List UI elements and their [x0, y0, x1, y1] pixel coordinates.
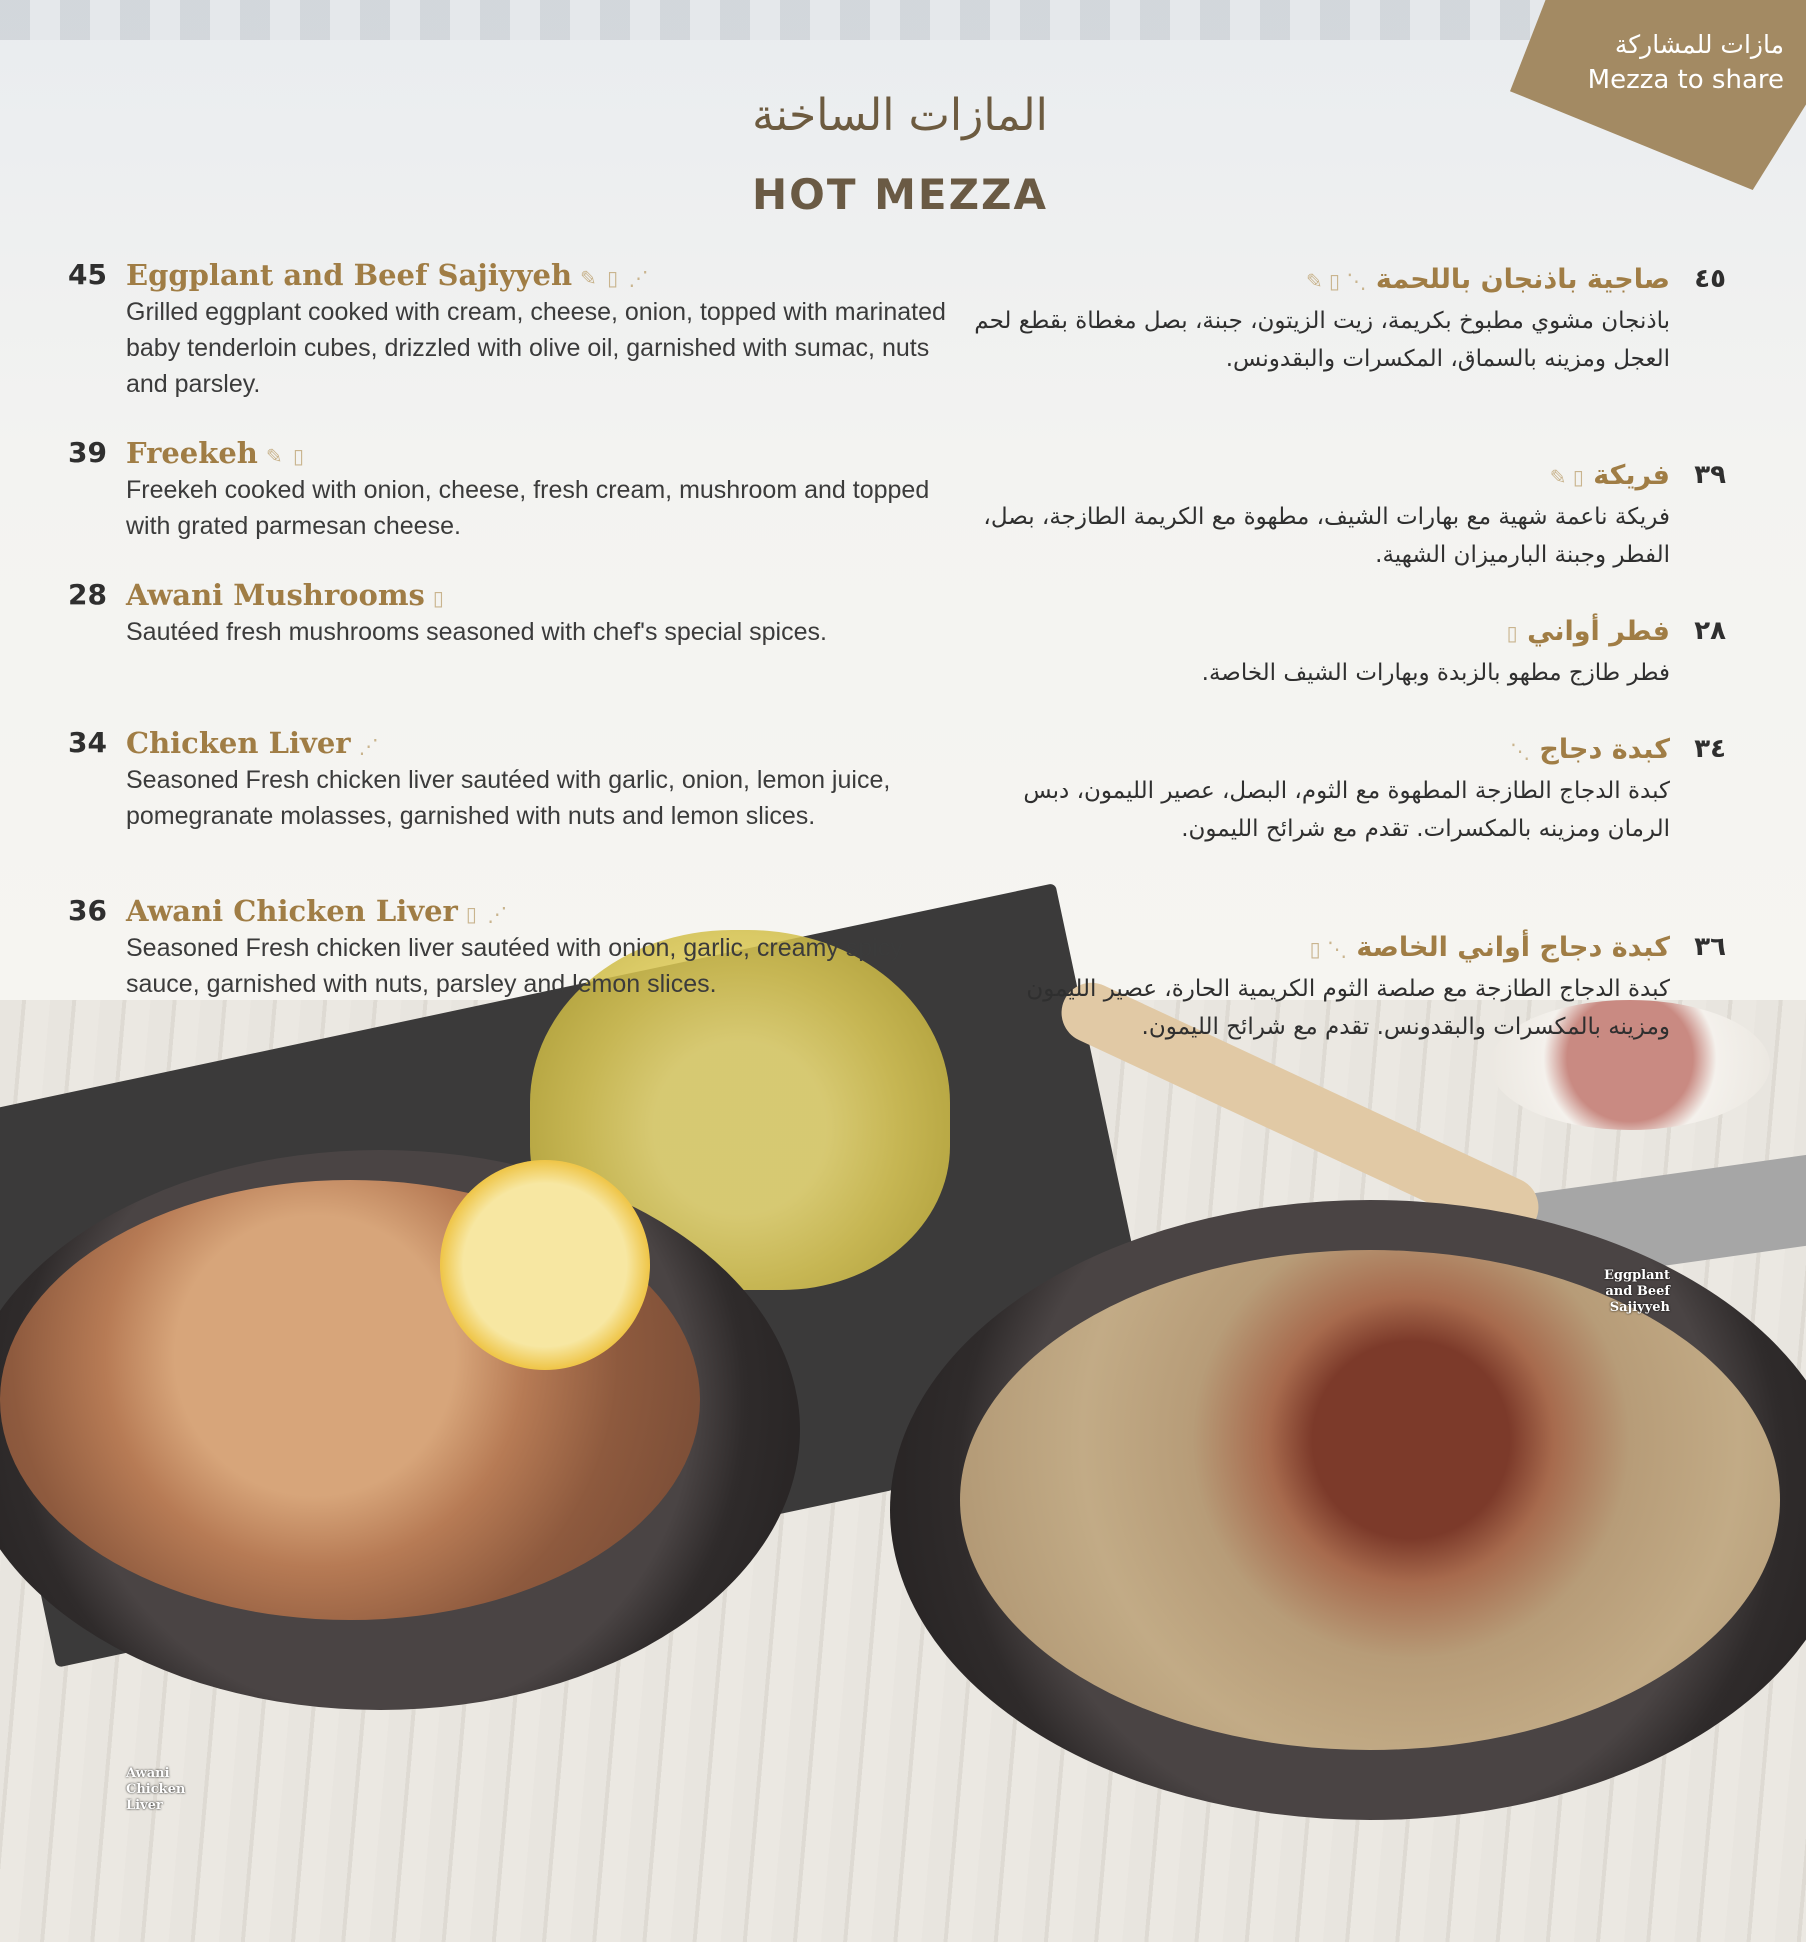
item-description: Grilled eggplant cooked with cream, cheese, onion, topped with marinated baby tenderloin cubes, drizzled with olive oil, garnished with sumac, nuts and parsley.	[126, 298, 946, 398]
badge-english: Mezza to share	[1587, 65, 1784, 95]
caption-eggplant-beef-sajiyyeh	[1590, 1268, 1670, 1316]
item-price: 28	[68, 578, 107, 611]
item-price: 34	[68, 726, 107, 759]
dietary-icons: ⋰	[1510, 739, 1531, 763]
dietary-icons: ✎ ▯	[265, 444, 307, 468]
item-name-arabic: فريكة ▯ ✎	[1549, 460, 1670, 491]
dietary-icons: ⋰ ▯ ✎	[1305, 269, 1367, 293]
section-title-english: HOT MEZZA	[751, 170, 1049, 219]
caption-line: Eggplant	[1604, 1268, 1670, 1283]
item-price: 36	[68, 894, 107, 927]
caption-line: and Beef	[1605, 1284, 1670, 1299]
item-description: Sautéed fresh mushrooms seasoned with chef's special spices.	[126, 618, 827, 646]
dietary-icons: ▯	[432, 586, 446, 610]
mezza-to-share-badge	[1510, 0, 1806, 190]
item-description: Seasoned Fresh chicken liver sautéed with garlic, onion, lemon juice, pomegranate molasses, garnished with nuts and lemon slices.	[126, 766, 891, 830]
item-name-arabic: صاجية باذنجان باللحمة ⋰ ▯ ✎	[1305, 264, 1670, 295]
caption-awani-chicken-liver	[126, 1766, 216, 1814]
caption-line: Awani	[126, 1766, 170, 1781]
item-description: Freekeh cooked with onion, cheese, fresh cream, mushroom and topped with grated parmesan cheese.	[126, 476, 930, 540]
item-price-arabic: ٣٤	[1694, 734, 1726, 764]
item-price: 45	[68, 258, 107, 291]
item-description-arabic: كبدة الدجاج الطازجة المطهوة مع الثوم، البصل، عصير الليمون، دبس الرمان ومزينه بالمكسرات. تقدم مع شرائح الليمون.	[1023, 778, 1670, 842]
item-description-arabic: باذنجان مشوي مطبوخ بكريمة، زيت الزيتون، جبنة، بصل مغطاة بقطع لحم العجل ومزينه بالسماق، المكسرات والبقدونس.	[974, 308, 1670, 372]
caption-line: Sajiyyeh	[1609, 1300, 1670, 1315]
item-name: Freekeh ✎ ▯	[126, 436, 307, 470]
caption-line: Chicken	[126, 1782, 186, 1797]
item-name-arabic: فطر أواني ▯	[1506, 616, 1670, 647]
dietary-icons: ▯ ✎	[1549, 465, 1584, 489]
item-price-arabic: ٣٦	[1694, 932, 1726, 962]
item-description-arabic: كبدة الدجاج الطازجة مع صلصة الثوم الكريمية الحارة، عصير الليمون ومزينه بالمكسرات والبقدونس. تقدم مع شرائح الليمون.	[1026, 976, 1670, 1040]
item-name: Awani Chicken Liver ▯ ⋰	[126, 894, 510, 928]
lemon-slice	[440, 1160, 650, 1370]
item-price-arabic: ٢٨	[1694, 616, 1726, 646]
dietary-icons: ▯ ⋰	[465, 902, 510, 926]
dietary-icons: ⋰	[358, 734, 381, 758]
item-price-arabic: ٣٩	[1694, 460, 1726, 490]
item-name: Eggplant and Beef Sajiyyeh ✎ ▯ ⋰	[126, 258, 651, 292]
caption-line: Liver	[126, 1798, 163, 1813]
dietary-icons: ⋰ ▯	[1309, 937, 1348, 961]
dietary-icons: ▯	[1506, 621, 1518, 645]
item-name: Chicken Liver ⋰	[126, 726, 381, 760]
badge-arabic: مازات للمشاركة	[1614, 30, 1784, 59]
item-price: 39	[68, 436, 107, 469]
item-name-arabic: كبدة دجاج ⋰	[1510, 734, 1670, 765]
item-name-arabic: كبدة دجاج أواني الخاصة ⋰ ▯	[1309, 932, 1670, 963]
item-price-arabic: ٤٥	[1694, 264, 1726, 294]
item-description-arabic: فطر طازج مطهو بالزبدة وبهارات الشيف الخاصة.	[1201, 660, 1670, 686]
section-title-arabic: المازات الساخنة	[752, 90, 1048, 141]
item-description: Seasoned Fresh chicken liver sautéed with onion, garlic, creamy spicy sauce, garnished with nuts, parsley and lemon slices.	[126, 934, 903, 998]
item-name: Awani Mushrooms ▯	[126, 578, 446, 612]
item-description-arabic: فريكة ناعمة شهية مع بهارات الشيف، مطهوة مع الكريمة الطازجة، بصل، الفطر وجبنة البارميزان الشهية.	[983, 504, 1670, 568]
dietary-icons: ✎ ▯ ⋰	[580, 266, 651, 290]
